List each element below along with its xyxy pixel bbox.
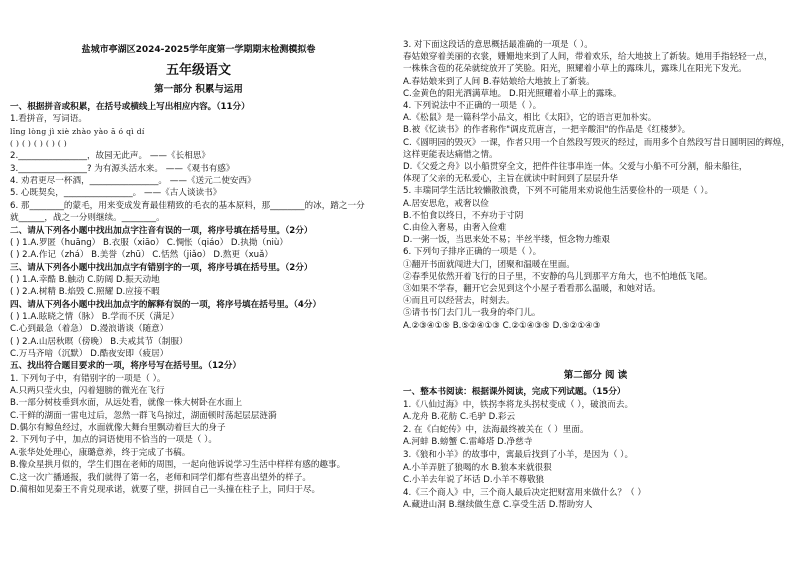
question-line: A.居安思危，戒奢以俭	[403, 198, 489, 209]
question-line: ( ) 2.A.作记（zhá） B.美誉（zhū） C.恬然（jiǎo） D.熬更（xuǎ）	[10, 250, 273, 261]
right-column	[397, 0, 794, 561]
question-line: 五、找出符合题目要求的一项，将序号写在括号里。（12分）	[10, 361, 242, 372]
question-line: A.河蚌 B.螃蟹 C.雷峰塔 D.净慈寺	[403, 437, 533, 448]
question-line: ( ) 2.A.山居秋暝（傍晚） B.夫戒其节（制服）	[10, 336, 188, 347]
question-line: ④而且可以经营去，时刻去。	[403, 296, 515, 307]
question-line: ⑤请书书门去门儿一我身的牵门儿。	[403, 308, 541, 319]
question-line: ( ) 2.A.树精 B.焰毁 C.照耀 D.应接不暇	[10, 287, 160, 298]
question-line: 一、整本书阅读：根据课外阅读，完成下列试题。（15分）	[403, 387, 626, 397]
question-line: A.只两只莹火虫，闪着翅膀的微光在飞行	[10, 386, 165, 397]
question-line: C.干鲜的湖面一雷电过后，忽然一群飞鸟掠过，湖面顿时荡起层层涟漪	[10, 410, 277, 421]
question-line: 体现了父亲的无私爱心，主旨在就读中时间到了层层升华	[403, 174, 618, 185]
question-line: 1.《八仙过海》中，铁拐李将龙头拐杖变成（ ），破浪而去。	[403, 399, 634, 410]
question-line: 5. 丰瑞同学生活比较懒散浪费，下列不可能用来劝说他生活要俭朴的一项是（ ）。	[403, 186, 714, 197]
question-line: 6. 下列句子排序正确的一项是（ ）。	[403, 247, 542, 258]
part2-heading: 第二部分 阅 读	[563, 370, 628, 381]
question-line: B.不怕食以终日，不弃功于寸阴	[403, 210, 524, 221]
question-line: 6. 那________的蒙毛，用来变成发育最佳精致的毛衣的基本原料，那________的冰，踏之一分	[10, 200, 365, 211]
question-line: C.这一次广播通报，我们就得了第一名，老师和同学们都有些喜出望外的样子。	[10, 472, 311, 483]
question-line: 一、根据拼音或积累，在括号或横线上写出相应内容。（11分）	[10, 102, 250, 112]
question-line: 3. 对下面这段话的意思概括最准确的一项是（ ）。	[403, 40, 593, 50]
question-line: B.一部分树枝垂到水面，从远处看，就像一株大树卧在水面上	[10, 398, 243, 409]
question-line: A.藏进山洞 B.继续做生意 C.享受生活 D.帮助穷人	[403, 500, 593, 511]
question-line: 一株株含苞的花朵就绽放开了笑脸。阳光，照耀着小草上的露珠儿，露珠儿在阳光下发光。	[403, 64, 747, 75]
question-line: C.心到最急（着急） D.漫浪谐谈（随意）	[10, 324, 169, 335]
question-line: 2. 在《白蛇传》中，法海最终被关在（ ）里面。	[403, 424, 589, 435]
question-line: 这样更能表达痛惜之情。	[403, 149, 498, 160]
question-line: D.一粥一饭，当思来处不易；半丝半缕，恒念物力维艰	[403, 235, 611, 246]
question-line: A.小羊弄脏了狼喝的水 B.狼本来就很狠	[403, 462, 552, 473]
question-line: C.万马齐喑（沉默） D.酷夜安即（疲居）	[10, 349, 169, 359]
question-line: 2. 下列句子中，加点的词语使用不恰当的一项是（ ）。	[10, 435, 218, 446]
question-line: A.春姑娘来到了人间 B.春姑娘给大地披上了新装。	[403, 76, 595, 87]
question-line: 2.________________，故园无此声。 ——《长相思》	[10, 151, 210, 162]
question-line: ( ) 1.A.眩晓之情（脉） B.学而不厌（满足）	[10, 311, 180, 322]
question-line: 1.看拼音，写词语。	[10, 114, 87, 125]
question-line: ③如果不学春，翻开它会见到这个小屋子看看那么温暖，和她对话。	[403, 284, 661, 294]
question-line: B.被《忆读书》的作者称作"调皮荒唐言，一把辛酸泪"的作品是《红楼梦》。	[403, 125, 691, 136]
question-line: 3.________________? 为有源头活水来。 ——《观书有感》	[10, 163, 235, 174]
question-line: A.②③④①⑤ B.⑤②④①③ C.②①④③⑤ D.⑤②①④③	[403, 320, 601, 331]
question-line: 春姑娘穿着美丽的衣裳，姗姗地来到了人间，带着欢乐，给大地披上了新装。她用手指轻轻一点，	[403, 52, 773, 63]
question-line: ②春季见依然开着飞行的日子里，不安静的鸟儿到那平方角大，也不怕地低飞尾。	[403, 271, 713, 282]
question-line: C.由俭入奢易，由奢入俭难	[403, 223, 507, 233]
question-line: D.蔺相如见秦王不肯兑现承诺，就要了壁，拼回自己一头撞在柱子上，同归于尽。	[10, 484, 321, 495]
question-line: 就______，战之一分则继续。________。	[10, 213, 165, 224]
question-line: A.龙舟 B.花舫 C.毛驴 D.彩云	[403, 412, 516, 423]
question-line: lǐng lòng jì xiè zhào yào ā ó qì dí	[10, 126, 145, 136]
question-line: 4. 劝君更尽一杯酒，________________。 ——《送元二使安西》	[10, 176, 256, 187]
question-line: ①翻开书面就闯进大门，团聚和温暖在里面。	[403, 259, 575, 270]
question-line: 二、请从下列各小题中找出加点字注音有误的一项，将序号填在括号里。（2分）	[10, 225, 313, 236]
question-line: 3.《狼和小羊》的故事中，寓最后找到了小羊，是因为（ ）。	[403, 450, 634, 460]
question-line: 1. 下列句子中，有错别字的一项是（ ）。	[10, 373, 166, 384]
question-line: ( ) 1.A.罗匿（huāng） B.衣服（xiāo） C.惆怅（qiáo） D.执拗（niù）	[10, 237, 288, 248]
question-line: D.《父爱之舟》以小船贯穿全文，把件件往事串连一体。父爱与小船不可分割，船未船往，	[403, 162, 748, 172]
part1-heading: 第一部分 积累与运用	[154, 84, 243, 95]
question-line: ( ) 1.A.幸酷 B.触动 C.防阔 D.振天动地	[10, 274, 160, 285]
question-line: 三、请从下列各小题中找出加点字有错别字的一项，将序号填在括号里。（2分）	[10, 262, 313, 273]
question-line: A.张华处处理心，康璐意养，终于完成了书稿。	[10, 447, 191, 458]
question-line: C.《圆明园的毁灭》一课，作者只用一个自然段写毁灭的经过，而用多个自然段写昔日圆明园的辉煌，	[403, 137, 790, 148]
question-line: A.《松鼠》是一篇科学小品文，相比《太阳》，它的语言更加朴实。	[403, 113, 657, 124]
question-line: 四、请从下列各小题中找出加点字的解释有误的一项，将序号填在括号里。（4分）	[10, 299, 322, 310]
question-line: 4. 下列说法中不正确的一项是（ ）。	[403, 101, 542, 111]
question-line: C.金黄色的阳光洒满草地。 D.阳光照耀着小草上的露珠。	[403, 88, 622, 99]
question-line: 4.《三个商人》中，三个商人最后决定把财富用来做什么？（ ）	[403, 487, 646, 498]
question-line: B.像众星拱月似的，学生们围在老师的周围，一起向他诉说学习生活中样样有感的趣事。	[10, 460, 346, 471]
school-title: 盐城市亭湖区2024-2025学年度第一学期期末检测模拟卷	[81, 45, 316, 55]
question-line: 5. 心既契矣，________________。 ——《古人谈读书》	[10, 188, 222, 199]
question-line: C.小羊去年说了坏话 D.小羊不尊敬狼	[403, 475, 545, 486]
subject-title: 五年级语文	[165, 63, 231, 78]
question-line: ( ) ( ) ( ) ( ) ( )	[10, 139, 68, 149]
question-line: D.偶尔有鲸鱼经过，水面就像大舞台里飘动着巨大的身子	[10, 423, 226, 434]
